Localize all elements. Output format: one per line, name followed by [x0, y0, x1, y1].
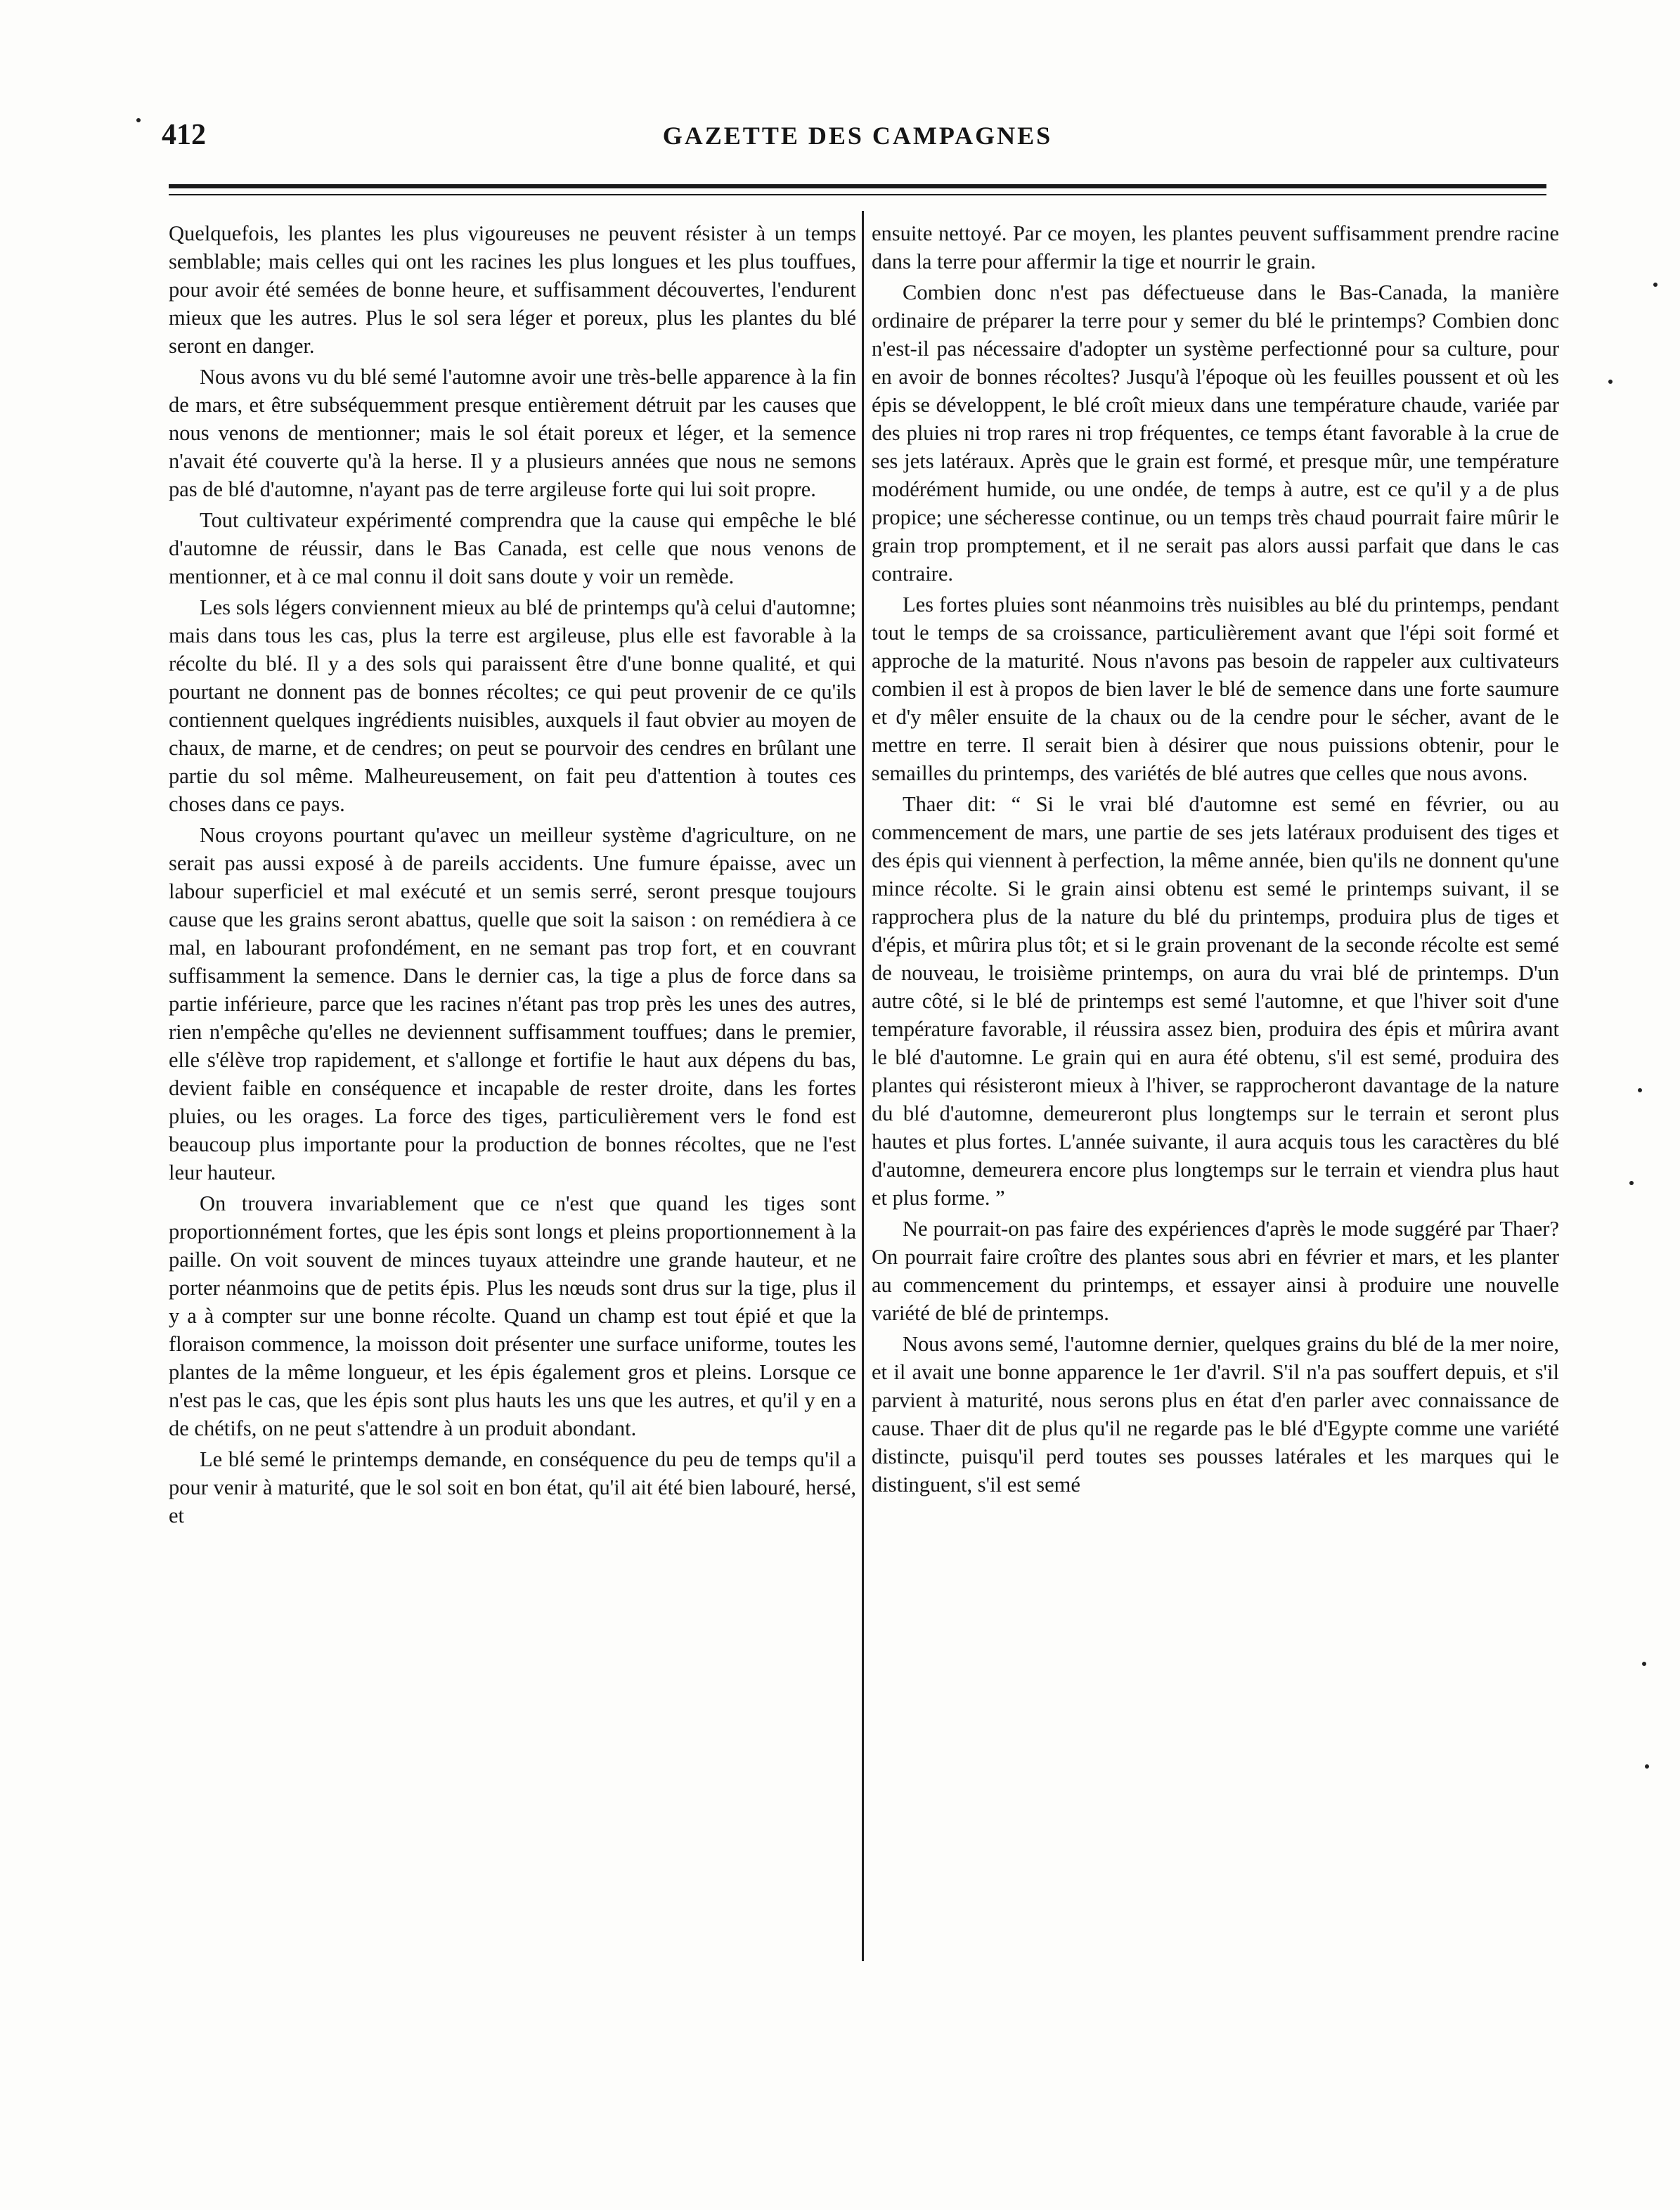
scan-speck: [1653, 283, 1658, 287]
paragraph: Le blé semé le printemps demande, en conséquence du peu de temps qu'il a pour venir à maturité, que le sol soit en bon état, qu'il ait été bien labouré, hersé, et: [169, 1447, 856, 1527]
paragraph: ensuite nettoyé. Par ce moyen, les plantes peuvent suffisamment prendre racine dans la terre pour affermir la tige et nourrir le grain.: [872, 221, 1559, 273]
paragraph: Ne pourrait-on pas faire des expériences d'après le mode suggéré par Thaer? On pourrait faire croître des plantes sous abri en février et mars, et les planter au commencement du printemps, et essayer ainsi à produire une nouvelle variété de blé de printemps.: [872, 1217, 1559, 1325]
paragraph: Combien donc n'est pas défectueuse dans le Bas-Canada, la manière ordinaire de préparer la terre pour y semer du blé le printemps? Combien donc n'est-il pas nécessaire d'adopter un système perfectionné pour sa culture, pour en avoir de bonnes récoltes? Jusqu'à l'époque où les feuilles poussent et où les épis se développent, le blé croît mieux dans une température chaude, variée par des pluies ni trop rares ni trop fréquentes, ce temps étant favorable à la crue de ses jets latéraux. Après que le grain est formé, et presque mûr, une température modérément humide, ou une ondée, de temps à autre, est ce qu'il y a de plus propice; une sécheresse continue, ou un temps très chaud pourrait faire mûrir le grain trop promptement, et il ne serait pas alors aussi parfait que dans le cas contraire.: [872, 280, 1559, 586]
header-rule-thick: [169, 184, 1546, 188]
paragraph: Nous avons semé, l'automne dernier, quelques grains du blé de la mer noire, et il avait une bonne apparence le 1er d'avril. S'il n'a pas souffert depuis, et s'il parvient à maturité, nous serons plus en état d'en parler avec connaissance de cause. Thaer dit de plus qu'il ne regarde pas le blé d'Egypte comme une variété distincte, puisqu'il perd toutes ses pousses latérales et les marques qui le distinguent, s'il est semé: [872, 1332, 1559, 1497]
header-rule-thin: [169, 194, 1546, 195]
page-number: 412: [162, 119, 206, 151]
scan-speck: [1642, 1662, 1646, 1666]
scan-speck: [1608, 380, 1613, 384]
scan-speck: [1629, 1181, 1634, 1185]
column-divider: [862, 211, 864, 1961]
running-title: GAZETTE DES CAMPAGNES: [662, 122, 1053, 150]
paragraph: Les sols légers conviennent mieux au blé de printemps qu'à celui d'automne; mais dans tous les cas, plus la terre est argileuse, plus elle est favorable à la récolte du blé. Il y a des sols qui paraissent être d'une bonne qualité, et qui pourtant ne donnent pas de bonnes récoltes; ce qui peut provenir de ce qu'ils contiennent quelques ingrédients nuisibles, auxquels il faut obvier au moyen de chaux, de marne, et de cendres; on peut se pourvoir des cendres en brûlant une partie du sol même. Malheureusement, on fait peu d'attention à toutes ces choses dans ce pays.: [169, 595, 856, 816]
paragraph: Nous croyons pourtant qu'avec un meilleur système d'agriculture, on ne serait pas aussi exposé à de pareils accidents. Une fumure épaisse, avec un labour superficiel et mal exécuté et un semis serré, seront presque toujours cause que les grains seront abattus, quelle que soit la saison : on remédiera à ce mal, en labourant profondément, en ne semant pas trop fort, et en couvrant suffisamment la semence. Dans le dernier cas, la tige a plus de force dans sa partie inférieure, parce que les racines n'étant pas trop près les unes des autres, rien n'empêche qu'elles ne deviennent suffisamment touffues; dans le premier, elle s'élève trop rapidement, et s'allonge et fortifie le haut aux dépens du bas, devient faible en conséquence et incapable de rester droite, dans les fortes pluies, ou les orages. La force des tiges, particulièrement vers le fond est beaucoup plus importante pour la production de bonnes récoltes, que ne l'est leur hauteur.: [169, 823, 856, 1184]
paragraph: Quelquefois, les plantes les plus vigoureuses ne peuvent résister à un temps semblable; mais celles qui ont les racines les plus longues et les plus touffues, pour avoir été semées de bonne heure, et suffisamment découvertes, l'endurent mieux que les autres. Plus le sol sera léger et poreux, plus les plantes du blé seront en danger.: [169, 221, 856, 358]
paragraph: Tout cultivateur expérimenté comprendra que la cause qui empêche le blé d'automne de réussir, dans le Bas Canada, est celle que nous venons de mentionner, et à ce mal connu il doit sans doute y voir un remède.: [169, 508, 856, 588]
paragraph: Les fortes pluies sont néanmoins très nuisibles au blé du printemps, pendant tout le temps de sa croissance, particulièrement avant que l'épi soit formé et approche de la maturité. Nous n'avons pas besoin de rappeler aux cultivateurs combien il est à propos de bien laver le blé de semence dans une forte saumure et d'y mêler ensuite de la chaux ou de la cendre pour le sécher, avant de le mettre en terre. Il serait bien à désirer que nous puissions obtenir, pour le semailles du printemps, des variétés de blé autres que celles que nous avons.: [872, 593, 1559, 785]
page-header: [162, 118, 1553, 160]
paragraph: Nous avons vu du blé semé l'automne avoir une très-belle apparence à la fin de mars, et être subséquemment presque entièrement détruit par les causes que nous venons de mentionner; mais le sol était poreux et léger, et la semence n'avait été couverte qu'à la herse. Il y a plusieurs années que nous ne semons pas de blé d'automne, n'ayant pas de terre argileuse forte qui lui soit propre.: [169, 365, 856, 501]
scan-speck: [136, 118, 141, 122]
scan-speck: [1638, 1088, 1642, 1092]
paragraph: On trouvera invariablement que ce n'est que quand les tiges sont proportionnément fortes, que les épis sont longs et pleins proportionnement à la paille. On voit souvent de minces tuyaux atteindre une grande hauteur, et ne porter néanmoins que de petits épis. Plus les nœuds sont drus sur la tige, plus il y a à compter sur une bonne récolte. Quand un champ est tout épié et que la floraison commence, la moisson doit présenter une surface uniforme, toutes les plantes de la même longueur, et les épis également gros et pleins. Lorsque ce n'est pas le cas, que les épis sont plus hauts les uns que les autres, et qu'il y en a de chétifs, on ne peut s'attendre à un produit abondant.: [169, 1191, 856, 1440]
paragraph: Thaer dit: “ Si le vrai blé d'automne est semé en février, ou au commencement de mars, une partie de ses jets latéraux produisent des tiges et des épis qui viennent à perfection, la même année, bien qu'ils ne donnent qu'une mince récolte. Si le grain ainsi obtenu est semé le printemps suivant, il se rapprochera plus de la nature du blé du printemps, produira plus de tiges et d'épis, et mûrira plus tôt; et si le grain provenant de la seconde récolte est semé de nouveau, le troisième printemps, on aura du vrai blé de printemps. D'un autre côté, si le blé de printemps est semé l'automne, et que l'hiver soit d'une température favorable, il réussira assez bien, produira des épis et mûrira avant le blé d'automne. Le grain qui en aura été obtenu, s'il est semé, produira des plantes qui résisteront mieux à l'hiver, se rapprocheront davantage de la nature du blé d'automne, demeureront plus longtemps sur le terrain et seront plus hautes et plus fortes. L'année suivante, il aura acquis tous les caractères du blé d'automne, demeurera encore plus longtemps sur le terrain et viendra plus haut et plus forme. ”: [872, 792, 1559, 1210]
right-column: [872, 219, 1559, 1949]
left-column: [169, 219, 856, 1949]
scan-speck: [1645, 1764, 1649, 1769]
